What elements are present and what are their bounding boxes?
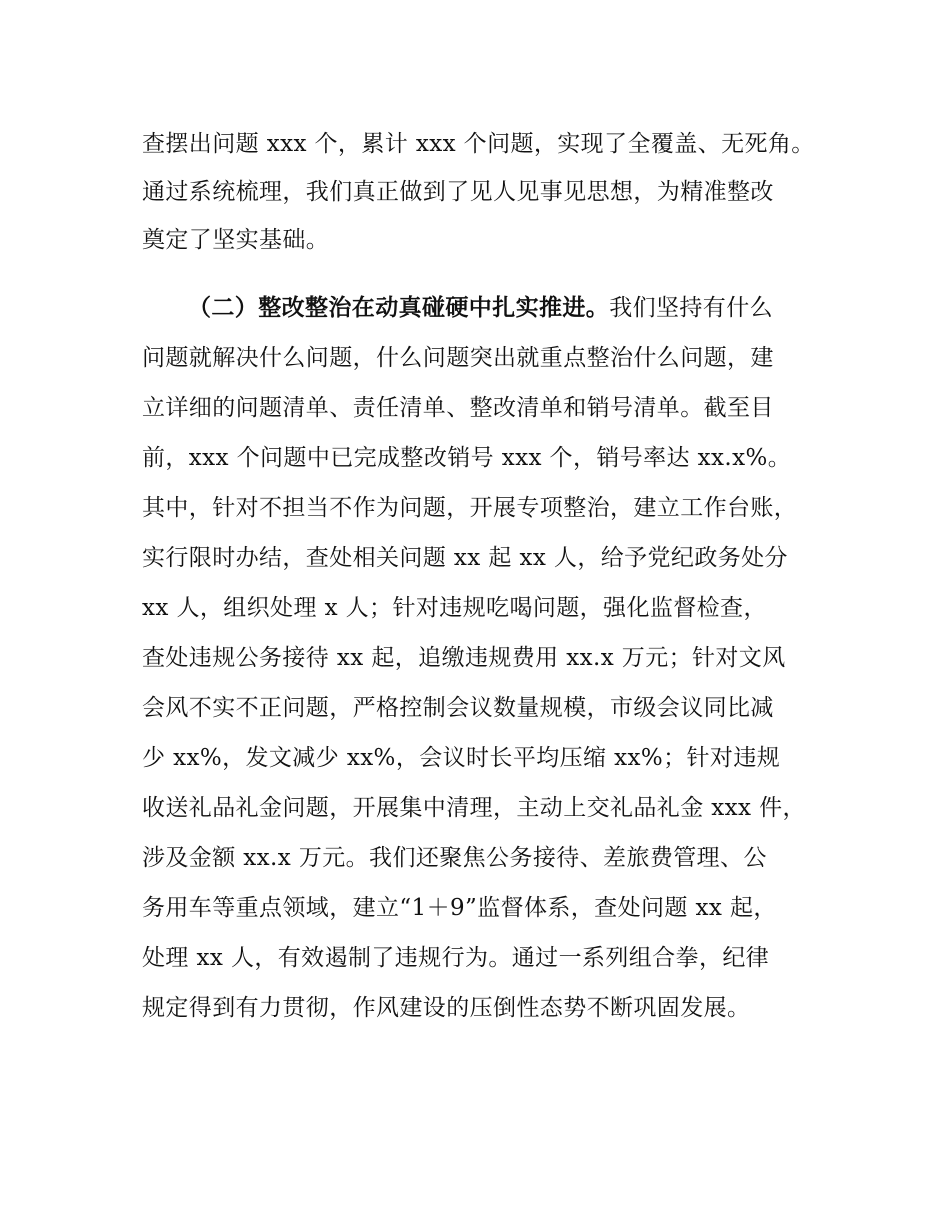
paragraph-2-line-2: 问题就解决什么问题，什么问题突出就重点整治什么问题，建 [142,345,774,371]
paragraph-2-line-15: 规定得到有力贯彻，作风建设的压倒性态势不断巩固发展。 [142,995,751,1021]
paragraph-2-line-7: xx 人，组织处理 x 人；针对违规吃喝问题，强化监督检查， [142,595,767,621]
paragraph-1-line-1: 查摆出问题 xxx 个，累计 xxx 个问题，实现了全覆盖、无死角。 [142,131,815,157]
paragraph-2-line-13: 务用车等重点领域，建立“1＋9”监督体系，查处问题 xx 起， [142,895,777,921]
paragraph-2-line-9: 会风不实不正问题，严格控制会议数量规模，市级会议同比减 [142,695,774,721]
paragraph-2-line-1 [188,293,773,323]
paragraph-1-line-2: 通过系统梳理，我们真正做到了见人见事见思想，为精准整改 [142,179,774,205]
paragraph-1-line-3: 奠定了坚实基础。 [142,227,330,253]
paragraph-2-line-11: 收送礼品礼金问题，开展集中清理，主动上交礼品礼金 xxx 件， [142,795,806,821]
paragraph-2-line-5: 其中，针对不担当不作为问题，开展专项整治，建立工作台账， [142,495,798,521]
paragraph-2-line-10: 少 xx%，发文减少 xx%，会议时长平均压缩 xx%；针对违规 [142,745,781,771]
paragraph-2-line-12: 涉及金额 xx.x 万元。我们还聚焦公务接待、差旅费管理、公 [142,845,767,871]
paragraph-2-line-4: 前，xxx 个问题中已完成整改销号 xxx 个，销号率达 xx.x%。 [142,445,792,471]
paragraph-2-line-6: 实行限时办结，查处相关问题 xx 起 xx 人，给予党纪政务处分 [142,545,788,571]
paragraph-2-line-1-text: 我们坚持有什么 [609,295,774,321]
paragraph-2-line-3: 立详细的问题清单、责任清单、整改清单和销号清单。截至目 [142,395,774,421]
paragraph-2-line-8: 查处违规公务接待 xx 起，追缴违规费用 xx.x 万元；针对文风 [142,645,786,671]
paragraph-2-line-14: 处理 xx 人，有效遏制了违规行为。通过一系列组合拳，纪律 [142,945,770,971]
section-heading: （二）整改整治在动真碰硬中扎实推进。 [188,295,610,321]
